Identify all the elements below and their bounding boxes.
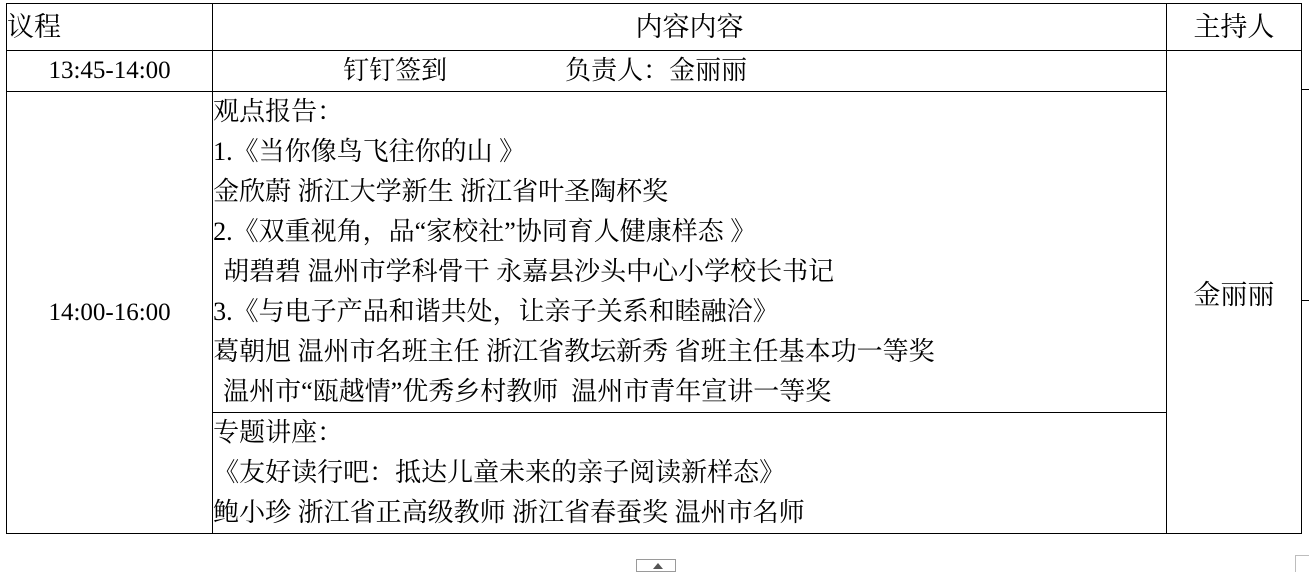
cell-host-main: 金丽丽: [1166, 51, 1301, 534]
signin-title: 钉钉签到: [343, 56, 448, 85]
table-header-row: [7, 4, 1302, 51]
header-agenda: 议程: [7, 4, 213, 51]
header-host: 主持人: [1166, 4, 1301, 51]
viewpoint-line: 温州市“瓯越情”优秀乡村教师 温州市青年宣讲一等奖: [223, 377, 832, 406]
viewpoint-line: 葛朝旭 温州市名班主任 浙江省教坛新秀 省班主任基本功一等奖: [213, 337, 935, 366]
viewpoint-line: 金欣蔚 浙江大学新生 浙江省叶圣陶杯奖: [213, 177, 669, 206]
page-corner-mark: [1295, 555, 1309, 572]
header-content: 内容内容: [213, 4, 1167, 51]
page-break-marker[interactable]: [636, 559, 676, 572]
cell-content-signin: [213, 51, 1167, 92]
cell-content-viewpoint-reports: [213, 92, 1167, 413]
viewpoint-line: 2.《双重视角，品“家校社”协同育人健康样态 》: [213, 217, 757, 246]
page-edge-tick: [1301, 89, 1309, 90]
cell-time-session: 14:00-16:00: [7, 92, 213, 534]
lecture-heading: 专题讲座：: [213, 418, 344, 447]
table-row: [7, 51, 1302, 92]
signin-owner: 负责人：金丽丽: [565, 56, 748, 85]
cell-time-signin: 13:45-14:00: [7, 51, 213, 92]
document-page: [0, 3, 1309, 572]
page-edge-tick: [1301, 300, 1309, 301]
lecture-line: 鲍小珍 浙江省正高级教师 浙江省春蚕奖 温州市名师: [213, 498, 805, 527]
lecture-line: 《友好读行吧：抵达儿童未来的亲子阅读新样态》: [213, 458, 786, 487]
viewpoint-line: 3.《与电子产品和谐共处，让亲子关系和睦融洽》: [213, 297, 779, 326]
viewpoint-heading: 观点报告：: [213, 97, 344, 126]
viewpoint-line: 1.《当你像鸟飞往你的山 》: [213, 137, 526, 166]
schedule-table: [6, 3, 1302, 534]
viewpoint-line: 胡碧碧 温州市学科骨干 永嘉县沙头中心小学校长书记: [223, 257, 835, 286]
table-row: [7, 92, 1302, 413]
cell-content-lecture: [213, 413, 1167, 534]
